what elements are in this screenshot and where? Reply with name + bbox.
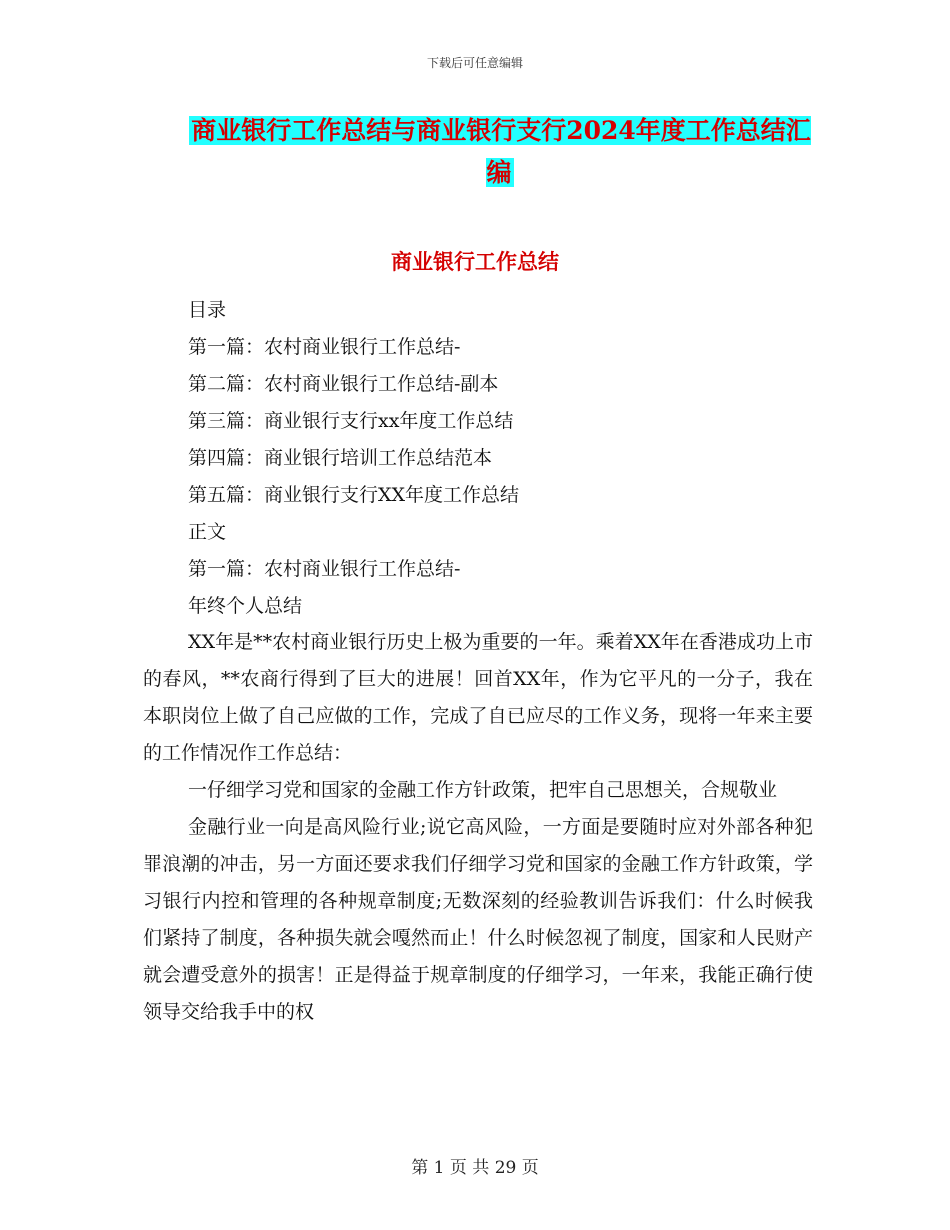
header-note: 下载后可任意编辑 [426,56,523,70]
paragraph: 金融行业一向是高风险行业;说它高风险，一方面是要随时应对外部各种犯罪浪潮的冲击，另一方面还要求我们仔细学习党和国家的金融工作方针政策，学习银行内控和管理的各种规章制度;无数深刻的经验教训告诉我们：什么时候我们紧持了制度，各种损失就会嘎然而止！什么时候忽视了制度，国家和人民财产就会遭受意外的损害！正是得益于规章制度的仔细学习，一年来，我能正确行使领导交给我手中的权 [143,816,813,1023]
toc-heading: 目录 [188,299,227,321]
toc-item: 第三篇：商业银行支行xx年度工作总结 [188,410,514,432]
document-title-text: 商业银行工作总结与商业银行支行2024年度工作总结汇编 [191,116,811,187]
paragraph: XX年是**农村商业银行历史上极为重要的一年。乘着XX年在香港成功上市的春风，**农商行得到了巨大的进展！回首XX年，作为它平凡的一分子，我在本职岗位上做了自己应做的工作，完成了自已应尽的工作义务，现将一年来主要的工作情况作工作总结： [143,631,813,764]
toc-item: 第四篇：商业银行培训工作总结范本 [188,447,493,469]
section-title: 商业银行工作总结 [391,249,559,274]
paragraph: 一仔细学习党和国家的金融工作方针政策，把牢自己思想关，合规敬业 [188,779,778,801]
body-text [143,624,813,1031]
toc-item: 第五篇：商业银行支行XX年度工作总结 [188,484,520,506]
document-title [185,110,815,194]
table-of-contents [188,292,519,625]
toc-item: 第一篇：农村商业银行工作总结- [188,336,461,358]
page-number: 第 1 页 共 29 页 [411,1158,539,1178]
body-heading: 正文 [188,521,227,543]
toc-item: 第二篇：农村商业银行工作总结-副本 [188,373,499,395]
chapter-heading: 第一篇：农村商业银行工作总结- [188,558,461,580]
subheading: 年终个人总结 [188,595,303,617]
